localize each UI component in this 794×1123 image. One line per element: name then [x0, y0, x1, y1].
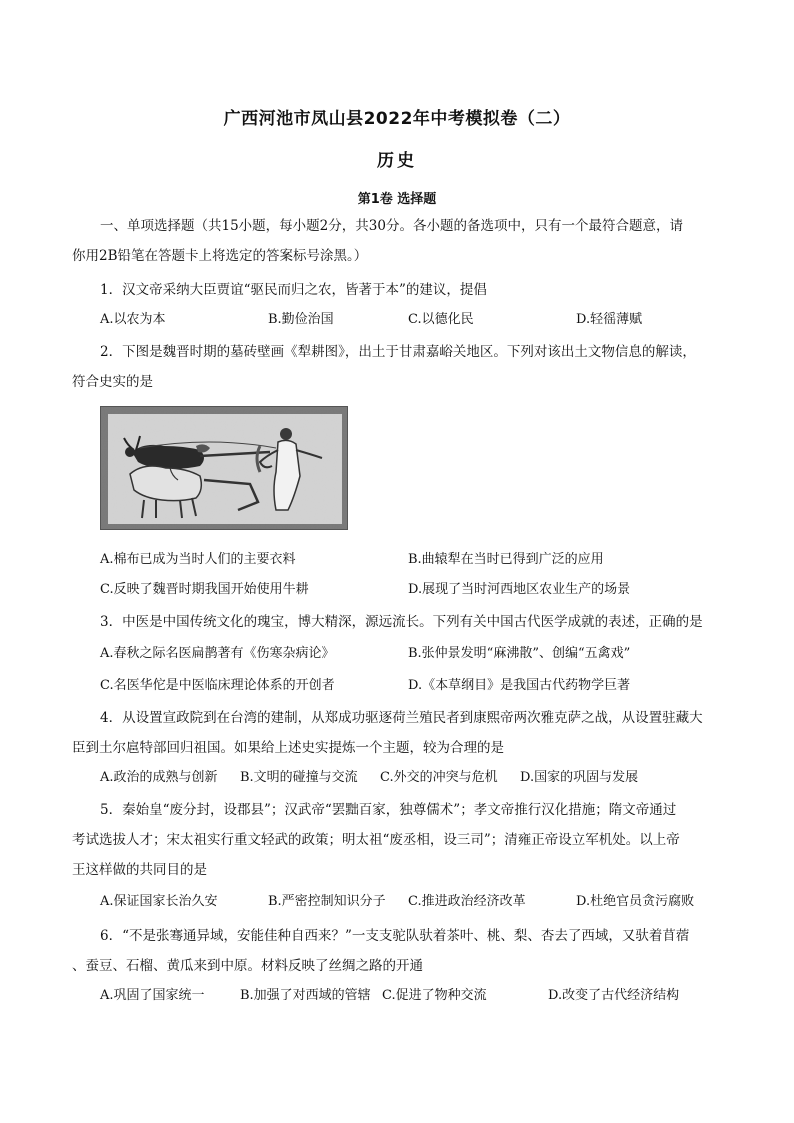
question-6-option-a: A.巩固了国家统一 — [100, 988, 205, 1003]
question-6-stem-line-2: 、蚕豆、石榴、黄瓜来到中原。材料反映了丝绸之路的开通 — [72, 958, 423, 974]
question-2-stem-line-2: 符合史实的是 — [72, 374, 153, 390]
question-3-stem: 3．中医是中国传统文化的瑰宝，博大精深，源远流长。下列有关中国古代医学成就的表述，正确的是 — [100, 614, 703, 630]
question-1-option-d: D.轻徭薄赋 — [576, 312, 643, 327]
question-5-option-b: B.严密控制知识分子 — [268, 894, 386, 909]
question-2-option-d: D.展现了当时河西地区农业生产的场景 — [408, 582, 631, 597]
exam-title: 广西河池市凤山县2022年中考模拟卷（二） — [223, 109, 571, 129]
section-heading: 第1卷 选择题 — [357, 192, 437, 207]
question-6-option-c: C.促进了物种交流 — [382, 988, 487, 1003]
question-3-option-b: B.张仲景发明“麻沸散”、创编“五禽戏” — [408, 646, 631, 661]
question-3-option-c: C.名医华佗是中医临床理论体系的开创者 — [100, 678, 335, 693]
question-4-option-d: D.国家的巩固与发展 — [520, 770, 639, 785]
question-6-option-d: D.改变了古代经济结构 — [548, 988, 680, 1003]
question-1-option-b: B.勤俭治国 — [268, 312, 334, 327]
question-5-stem-line-1: 5．秦始皇“废分封，设郡县”；汉武帝“罢黜百家，独尊儒术”；孝文帝推行汉化措施；隋文帝通过 — [100, 802, 677, 818]
question-5-option-d: D.杜绝官员贪污腐败 — [576, 894, 695, 909]
question-3-option-d: D.《本草纲目》是我国古代药物学巨著 — [408, 678, 631, 693]
question-3-option-a: A.春秋之际名医扁鹊著有《伤寒杂病论》 — [100, 646, 335, 661]
question-5-option-a: A.保证国家长治久安 — [100, 894, 218, 909]
instructions-line-1: 一、单项选择题（共15小题，每小题2分，共30分。各小题的备选项中，只有一个最符合题意，请 — [100, 218, 683, 234]
plowing-mural-image — [100, 406, 348, 530]
question-4-option-b: B.文明的碰撞与交流 — [240, 770, 358, 785]
question-2-stem-line-1: 2．下图是魏晋时期的墓砖壁画《犁耕图》，出土于甘肃嘉峪关地区。下列对该出土文物信息的解读， — [100, 344, 696, 360]
question-5-stem-line-2: 考试选拔人才；宋太祖实行重文轻武的政策；明太祖“废丞相，设三司”；清雍正帝设立军机处。以上帝 — [72, 832, 680, 848]
question-2-option-a: A.棉布已成为当时人们的主要衣料 — [100, 552, 296, 567]
question-4-stem-line-2: 臣到土尔扈特部回归祖国。如果给上述史实提炼一个主题，较为合理的是 — [72, 740, 504, 756]
question-5-stem-line-3: 王这样做的共同目的是 — [72, 862, 207, 878]
question-4-option-a: A.政治的成熟与创新 — [100, 770, 218, 785]
question-4-option-c: C.外交的冲突与危机 — [380, 770, 498, 785]
question-1-option-c: C.以德化民 — [408, 312, 474, 327]
question-2-option-b: B.曲辕犁在当时已得到广泛的应用 — [408, 552, 604, 567]
question-1-option-a: A.以农为本 — [100, 312, 166, 327]
question-5-option-c: C.推进政治经济改革 — [408, 894, 526, 909]
question-1-stem: 1．汉文帝采纳大臣贾谊“驱民而归之农，皆著于本”的建议，提倡 — [100, 282, 487, 298]
question-6-stem-line-1: 6．“不是张骞通异域，安能佳种自西来？”一支支驼队驮着茶叶、桃、梨、杏去了西域，又驮着苜蓿 — [100, 928, 690, 944]
instructions-line-2: 你用2B铅笔在答题卡上将选定的答案标号涂黑。） — [72, 248, 368, 264]
subject-title: 历史 — [377, 151, 417, 171]
question-6-option-b: B.加强了对西域的管辖 — [240, 988, 371, 1003]
question-4-stem-line-1: 4．从设置宣政院到在台湾的建制，从郑成功驱逐荷兰殖民者到康熙帝两次雅克萨之战，从设置驻藏大 — [100, 710, 703, 726]
question-2-option-c: C.反映了魏晋时期我国开始使用牛耕 — [100, 582, 309, 597]
